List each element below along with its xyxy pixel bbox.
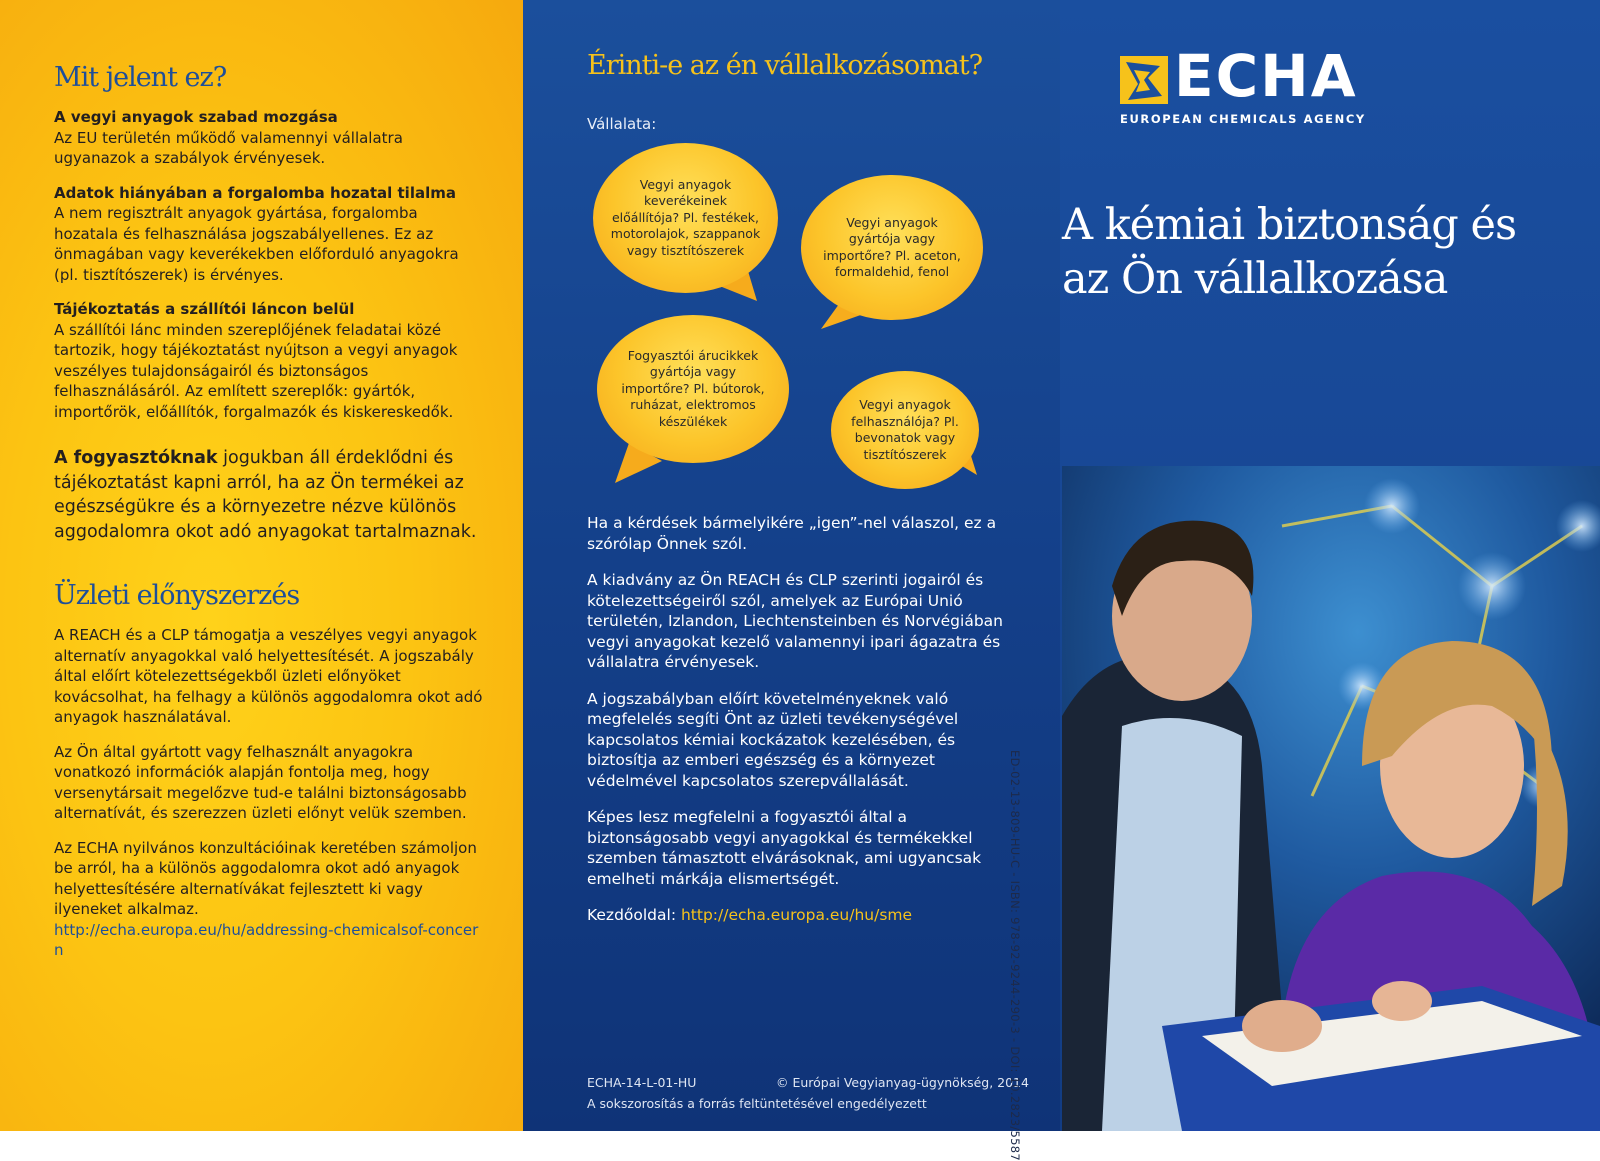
section-text: Az EU területén működő valamennyi vállalatra ugyanazok a szabályok érvényesek. <box>54 128 403 167</box>
addressing-link[interactable]: http://echa.europa.eu/hu/addressing-chemicalsof-concern <box>54 920 479 959</box>
middle-para-4: Képes lesz megfelelni a fogyasztói által a biztonságosabb vegyi anyagokkal és termékekkel szemben támasztott elvárásoknak, ami ugyancsak emelheti márkája elismertségét. <box>587 808 982 888</box>
reproduction-note: A sokszorosítás a forrás feltüntetésével engedélyezett <box>587 1096 927 1111</box>
brochure-title <box>1062 198 1516 306</box>
homepage-link[interactable]: http://echa.europa.eu/hu/sme <box>680 906 913 924</box>
business-para-2: Az Ön által gyártott vagy felhasznált anyagokra vonatkozó információk alapján fontolja meg, hogy versenytársait megelőzve tud-e találni biztonságosabb alternatívát, és szerezzen üzleti előnyt velük szemben. <box>54 742 467 822</box>
middle-para-2: A kiadvány az Ön REACH és CLP szerinti jogairól és kötelezettségeiről szól, amelyek az Európai Unió területén, Izlandon, Liechtensteinben és Norvégiában vegyi anyagokat kezelő valamennyi ipari ágazatra és vállalatra érvényesek. <box>587 571 1003 671</box>
speech-bubbles <box>587 143 1007 513</box>
section-text: A nem regisztrált anyagok gyártása, forgalomba hozatala és felhasználása jogszabályellenes. Ez az önmagában vagy keverékekben előforduló anyagokra (pl. tisztítószerek) is érvényes. <box>54 204 459 284</box>
photo-illustration <box>1062 466 1600 1131</box>
title-line-1: A kémiai biztonság és <box>1062 200 1517 250</box>
section-free-movement <box>54 107 483 169</box>
middle-para-3: A jogszabályban előírt követelményeknek való megfelelés segíti Önt az üzleti tevékenységével kapcsolatos kémiai kockázatok kezelésében, és biztosítja az emberi egészség és a környezet védelmével kapcsolatos szerepvállalását. <box>587 689 959 790</box>
company-label: Vállalata: <box>587 115 657 133</box>
left-panel <box>0 0 523 1131</box>
middle-panel <box>523 0 1060 1131</box>
title-line-2: az Ön vállalkozása <box>1062 254 1448 304</box>
section-supply-chain <box>54 299 483 422</box>
heading-uzleti: Üzleti előnyszerzés <box>54 580 300 611</box>
isbn-vertical: ED-02-13-809-HU-C - ISBN: 978-92-9244-290-3 - DOI: 10.2823/5587 <box>1008 750 1022 1161</box>
heading-mit-jelent: Mit jelent ez? <box>54 62 227 93</box>
consumer-text: jogukban áll érdeklődni és tájékoztatást kapni arról, ha az Ön termékei az egészségükre és a környezetre nézve különös aggodalomra okot adó anyagokat tartalmaznak. <box>54 448 477 542</box>
bubble-mixtures: Vegyi anyagok keverékeinek előállítója? Pl. festékek, motorolajok, szappanok vagy tisztítószerek <box>593 143 778 293</box>
logo-text: ECHA <box>1174 42 1358 110</box>
publication-code: ECHA-14-L-01-HU <box>587 1075 697 1090</box>
section-text: A szállítói lánc minden szereplőjének feladatai közé tartozik, hogy tájékoztatást nyújtson a vegyi anyagok veszélyes tulajdonságairól és biztonságos felhasználásáról. Az említett szereplők: gyártók, importőrök, előállítók, forgalmazók és kiskereskedők. <box>54 320 458 421</box>
bubble-articles: Fogyasztói árucikkek gyártója vagy importőre? Pl. bútorok, ruházat, elektromos készülékek <box>597 315 789 463</box>
section-no-data <box>54 183 483 286</box>
business-para-3: Az ECHA nyilvános konzultációinak keretében számoljon be arról, ha a különös aggodalomra okot adó anyagok helyettesítésére alternatívákat fejlesztett ki vagy ilyeneket alkalmaz. <box>54 838 477 918</box>
section-title: Adatok hiányában a forgalomba hozatal tilalma <box>54 183 456 202</box>
homepage-label: Kezdőoldal: <box>587 906 681 924</box>
section-title: Tájékoztatás a szállítói láncon belül <box>54 300 355 318</box>
homepage-line <box>587 905 1020 926</box>
logo-subtitle: EUROPEAN CHEMICALS AGENCY <box>1120 112 1366 126</box>
consumer-paragraph <box>54 446 483 544</box>
consumer-bold: A fogyasztóknak <box>54 448 218 468</box>
bubble-user: Vegyi anyagok felhasználója? Pl. bevonatok vagy tisztítószerek <box>831 371 979 489</box>
middle-para-1: Ha a kérdések bármelyikére „igen”-nel válaszol, ez a szórólap Önnek szól. <box>587 514 997 553</box>
bubble-manufacturer: Vegyi anyagok gyártója vagy importőre? Pl. aceton, formaldehid, fenol <box>801 175 983 320</box>
people-photo <box>1062 466 1600 1131</box>
business-para-1: A REACH és a CLP támogatja a veszélyes vegyi anyagok alternatív anyagokkal való helyettesítését. A jogszabály által előírt kötelezettségekből üzleti előnyöket kovácsolhat, ha felhagy a különös aggodalomra okot adó anyagok használatával. <box>54 626 483 726</box>
section-title: A vegyi anyagok szabad mozgása <box>54 108 338 126</box>
echa-logo-icon <box>1120 56 1170 106</box>
copyright: © Európai Vegyianyag-ügynökség, 2014 <box>776 1075 1029 1090</box>
middle-title: Érinti-e az én vállalkozásomat? <box>587 50 983 81</box>
